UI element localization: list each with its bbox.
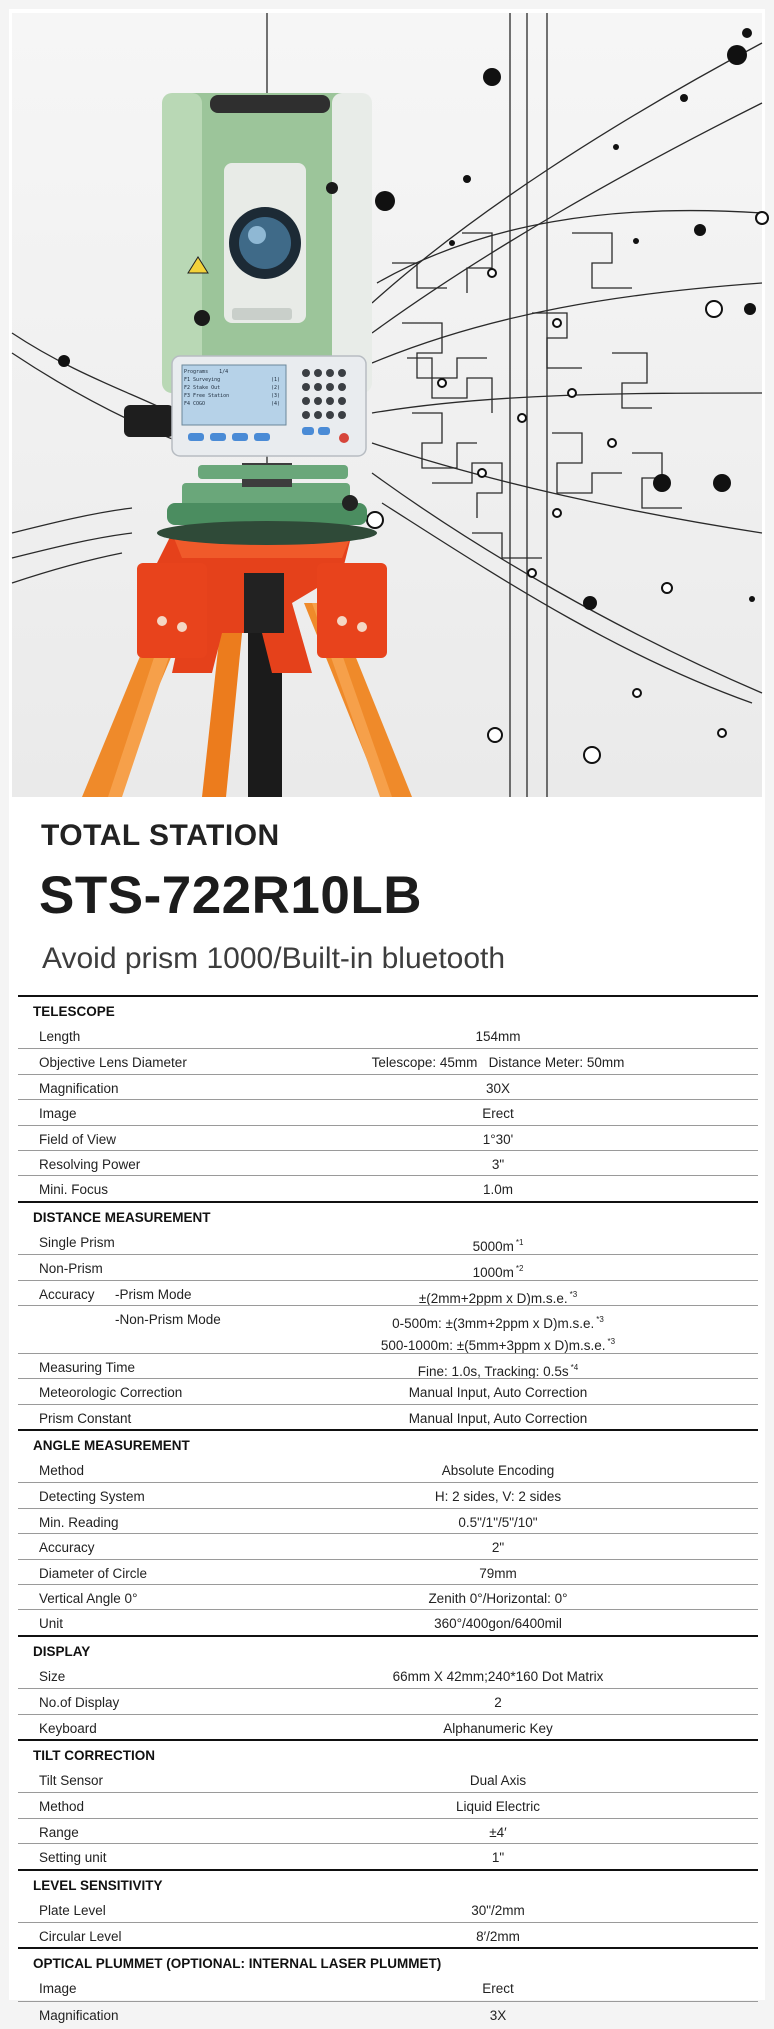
spec-row: Non-Prism 1000m $^{*2}$ [18,1254,758,1279]
spec-row: Length 154mm [39,1029,521,1044]
spec-section-level [18,1869,758,1948]
screen-header [184,368,284,376]
spec-row: Method Absolute Encoding [39,1463,555,1479]
total-station-body [162,93,372,393]
spec-section-plummet [18,1947,758,2026]
screen-page: 1/4 [219,369,229,375]
spec-section-angle [18,1429,758,1635]
circuit-lines [12,13,762,797]
tripod [82,533,412,797]
spec-row: Detecting System H: 2 sides, V: 2 sides [18,1482,758,1507]
spec-table [18,995,758,2026]
spec-row: No.of Display 2 [18,1688,758,1713]
product-model: STS-722R10LB [39,866,423,925]
instrument-screen [184,368,284,424]
hero-image [12,13,762,797]
spec-section-telescope [18,995,758,1201]
spec-section-display [18,1635,758,1739]
spec-row: Meteorologic Correction Manual Input, Auto Correction [18,1378,758,1403]
spec-row: Min. Reading 0.5"/1"/5"/10" [18,1508,758,1533]
spec-row: Circular Level 8′/2mm [18,1922,758,1947]
section-title: TELESCOPE [18,995,758,1023]
section-title: ANGLE MEASUREMENT [18,1429,758,1457]
spec-row: Setting unit 1" [18,1843,758,1868]
hero-illustration [12,13,762,797]
section-title: DISPLAY [18,1635,758,1663]
screen-title: Programs [184,369,209,375]
section-title: DISTANCE MEASUREMENT [18,1201,758,1229]
section-title: LEVEL SENSITIVITY [18,1869,758,1897]
spec-row: Image Erect [39,1981,514,1997]
spec-row: Image Erect [18,1099,758,1124]
screen-item: F3 Free Station (3) [184,393,280,399]
spec-row: Accuracy 2" [18,1533,758,1558]
spec-row: Method Liquid Electric [18,1792,758,1817]
screen-item: F1 Surveying (1) [184,377,280,383]
product-category: TOTAL STATION [41,819,280,852]
spec-row: -Non-Prism Mode 0-500m: ±(3mm+2ppm x D)m.s.e. $^{*3}$ 500-1000m: ±(5mm+3ppm x D)m.s.e. $^{*3}$ [18,1305,758,1353]
focus-knob [124,405,174,437]
spec-row: Single Prism 5000m $^{*1}$ [39,1234,524,1254]
spec-section-tilt [18,1739,758,1869]
product-tagline: Avoid prism 1000/Built-in bluetooth [42,942,506,975]
spec-row: Plate Level 30"/2mm [39,1902,525,1918]
spec-row: Mini. Focus 1.0m [18,1175,758,1200]
spec-row: Magnification 30X [18,1074,758,1099]
spec-row: Keyboard Alphanumeric Key [18,1714,758,1739]
spec-row: Accuracy -Prism Mode ±(2mm+2ppm x D)m.s.e. $^{*3}$ [18,1280,758,1305]
spec-row: Measuring Time Fine: 1.0s, Tracking: 0.5s $^{*4}$ [18,1353,758,1378]
screen-item: F2 Stake Out (2) [184,385,280,391]
section-title: OPTICAL PLUMMET (OPTIONAL: INTERNAL LASER PLUMMET) [18,1947,758,1975]
spec-row: Prism Constant Manual Input, Auto Correction [18,1404,758,1429]
screen-item: F4 COGO (4) [184,401,280,407]
spec-row: Objective Lens Diameter Telescope: 45mm Distance Meter: 50mm [18,1048,758,1073]
spec-row: Size 66mm X 42mm;240*160 Dot Matrix [39,1668,604,1684]
spec-row: Diameter of Circle 79mm [18,1559,758,1584]
spec-row: Vertical Angle 0° Zenith 0°/Horizontal: 0° [18,1584,758,1609]
spec-row: Resolving Power 3" [18,1150,758,1175]
spec-row: Tilt Sensor Dual Axis [39,1772,527,1788]
spec-row: Field of View 1°30' [18,1125,758,1150]
spec-row: Magnification 3X [18,2001,758,2026]
spec-row: Unit 360°/400gon/6400mil [18,1609,758,1634]
spec-row: Range ±4′ [18,1818,758,1843]
spec-section-distance [18,1201,758,1429]
section-title: TILT CORRECTION [18,1739,758,1767]
product-page [9,9,765,2023]
